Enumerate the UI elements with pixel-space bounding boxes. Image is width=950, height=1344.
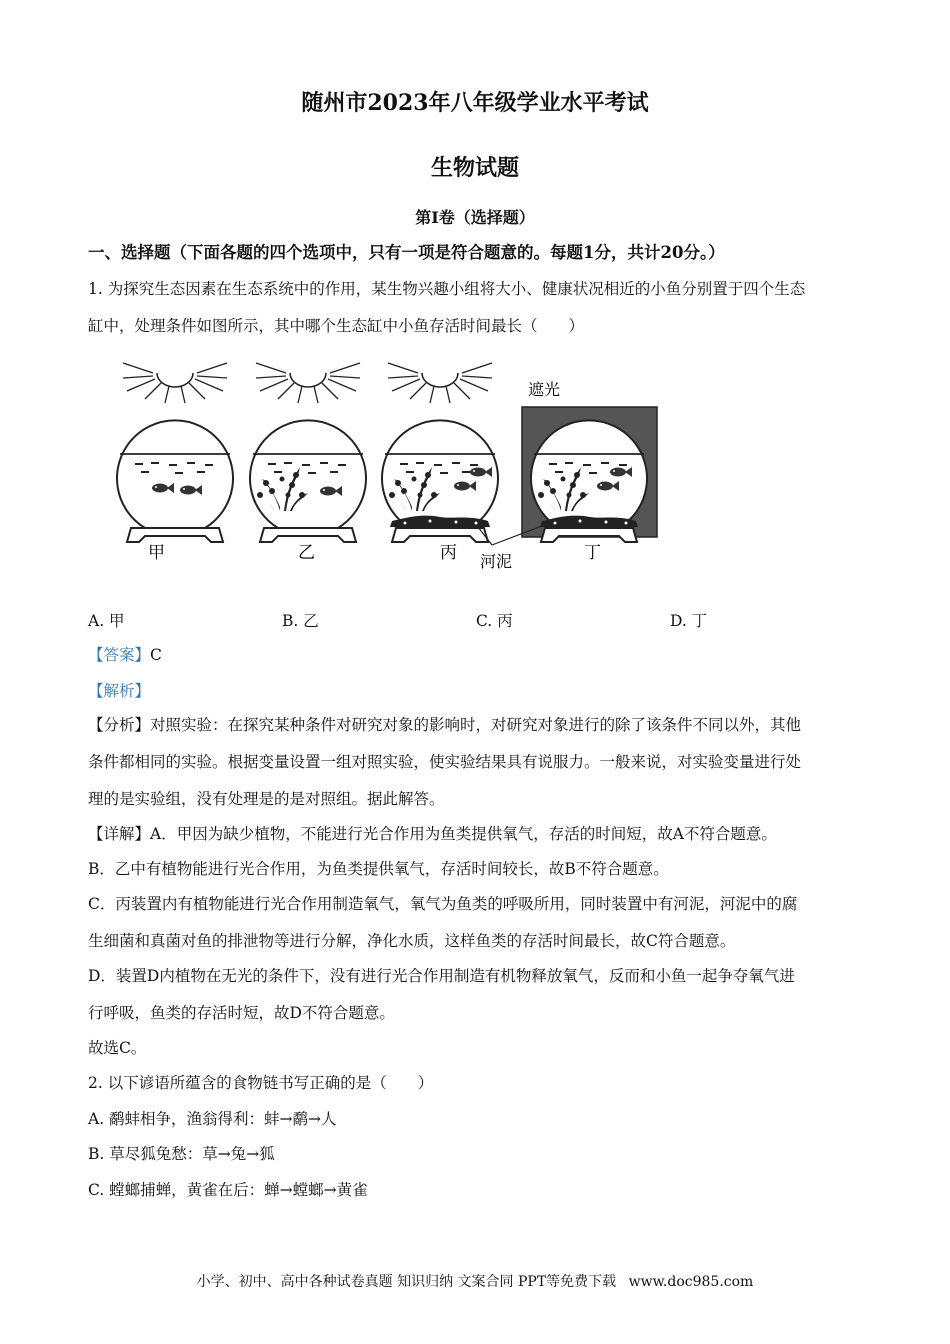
analysis-line-3: 理的是实验组，没有处理是的是对照组。据此解答。	[88, 790, 445, 808]
q1-option-c: C. 丙	[476, 612, 513, 630]
tank-bing	[382, 363, 498, 542]
analysis-line-10: 故选C。	[88, 1039, 147, 1057]
footer-url[interactable]: www.doc985.com	[628, 1274, 754, 1290]
shade-label: 遮光	[528, 380, 561, 399]
q1-answer	[88, 645, 868, 665]
tank-ding	[522, 407, 657, 542]
q1-option-a: A. 甲	[88, 612, 125, 630]
q1-option-d: D. 丁	[670, 612, 708, 630]
q2-option-b: B. 草尽狐兔愁：草→兔→狐	[88, 1145, 275, 1163]
analysis-line-7: 生细菌和真菌对鱼的排泄物等进行分解，净化水质，这样鱼类的存活时间最长，故C符合题意。	[88, 932, 736, 950]
mud-label: 河泥	[480, 552, 513, 571]
tank-jia	[117, 363, 233, 542]
analysis-line-1: 【分析】对照实验：在探究某种条件对研究对象的影响时，对研究对象进行的除了该条件不同以外，其他	[88, 716, 802, 734]
analysis-tag: 【解析】	[88, 682, 151, 700]
volume-heading: 第I卷（选择题）	[415, 208, 535, 227]
tank-label-ding: 丁	[584, 543, 601, 563]
analysis-line-4: 【详解】A．甲因为缺少植物，不能进行光合作用为鱼类提供氧气，存活的时间短，故A不符合题意。	[88, 825, 777, 843]
tank-label-yi: 乙	[298, 543, 315, 563]
tank-label-jia: 甲	[148, 543, 165, 563]
q2-option-a: A. 鹬蚌相争，渔翁得利：蚌→鹬→人	[88, 1110, 337, 1128]
q1-stem-line1: 1. 为探究生态因素在生态系统中的作用，某生物兴趣小组将大小、健康状况相近的小鱼分别置于四个生态	[88, 280, 806, 298]
q1-figure-tanks	[100, 355, 670, 580]
analysis-line-2: 条件都相同的实验。根据变量设置一组对照实验，使实验结果具有说服力。一般来说，对实验变量进行处	[88, 753, 802, 771]
q1-option-b: B. 乙	[282, 612, 319, 630]
tank-label-bing: 丙	[440, 543, 457, 563]
section-heading: 一、选择题（下面各题的四个选项中，只有一项是符合题意的。每题1分，共计20分。）	[88, 243, 725, 262]
answer-value: C	[150, 646, 162, 664]
analysis-line-6: C．丙装置内有植物能进行光合作用制造氧气，氧气为鱼类的呼吸所用，同时装置中有河泥，河泥中的腐	[88, 895, 798, 913]
analysis-line-9: 行呼吸，鱼类的存活时短，故D不符合题意。	[88, 1004, 395, 1022]
q2-stem: 2. 以下谚语所蕴含的食物链书写正确的是（ ）	[88, 1074, 434, 1092]
analysis-line-5: B．乙中有植物能进行光合作用，为鱼类提供氧气，存活时间较长，故B不符合题意。	[88, 860, 669, 878]
page-footer	[0, 1271, 950, 1291]
answer-tag: 【答案】	[88, 646, 151, 664]
tank-yi	[250, 363, 366, 542]
q2-option-c: C. 螳螂捕蝉，黄雀在后：蝉→螳螂→黄雀	[88, 1181, 368, 1199]
q1-stem-line2: 缸中，处理条件如图所示，其中哪个生态缸中小鱼存活时间最长（ ）	[88, 317, 585, 335]
exam-title: 随州市2023年八年级学业水平考试	[301, 90, 649, 116]
footer-text: 小学、初中、高中各种试卷真题 知识归纳 文案合同 PPT等免费下载	[196, 1274, 617, 1290]
analysis-line-8: D．装置D内植物在无光的条件下，没有进行光合作用制造有机物释放氧气，反而和小鱼一起争夺氧气进	[88, 967, 795, 985]
exam-subtitle: 生物试题	[430, 155, 519, 181]
